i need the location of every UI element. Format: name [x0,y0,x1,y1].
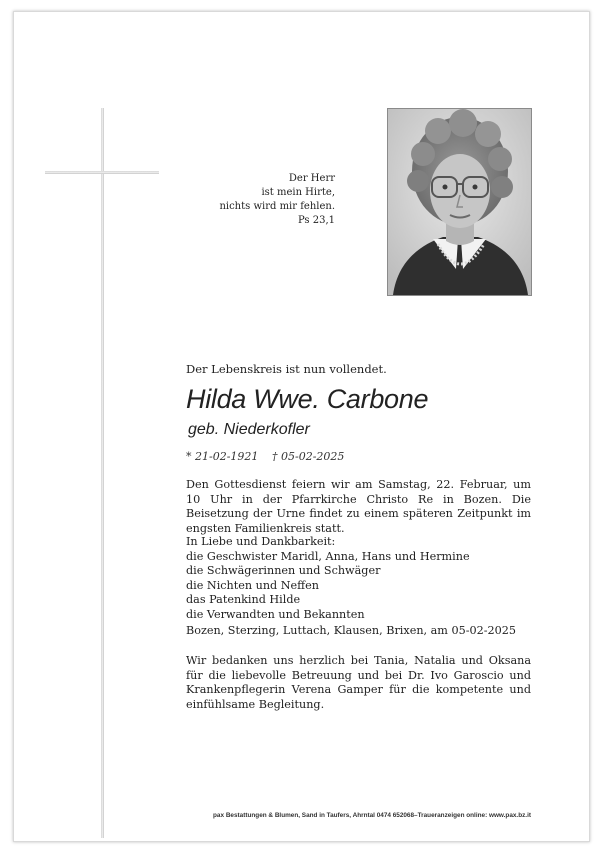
thanks-text: Wir bedanken uns herzlich bei Tania, Natalia und Oksana für die liebevolle Betreuung und bei Dr. Ivo Garoscio und Krankenpflegerin Verena Gamper für die kompetente und einfühlsame Begleitung. [186,654,531,711]
thanks-paragraph [186,654,531,712]
deceased-name: Hilda Wwe. Carbone [186,384,429,414]
portrait-photo [387,108,532,296]
psalm-quote [190,172,335,228]
service-text: Den Gottesdienst feiern wir am Samstag, 22. Februar, um 10 Uhr in der Pfarrkirche Christo Re in Bozen. Die Beisetzung der Urne findet zu einem späteren Zeitpunkt im engsten Familienkreis statt. [186,478,531,535]
mourners-heading: In Liebe und Dankbarkeit: [186,535,336,548]
psalm-line: nichts wird mir fehlen. [219,201,335,212]
psalm-line: Der Herr [288,173,335,184]
place-date-paragraph [186,624,531,639]
cross-vertical-beam [101,108,104,838]
cross-horizontal-beam [45,171,159,174]
birth-date: * 21-02-1921 [186,450,259,463]
mourner-line: die Verwandten und Bekannten [186,607,365,621]
intro-line: Der Lebenskreis ist nun vollendet. [186,362,387,376]
mourner-line: die Nichten und Neffen [186,578,319,592]
mourner-line: das Patenkind Hilde [186,593,301,606]
psalm-line: ist mein Hirte, [261,187,335,198]
mourner-line: die Geschwister Maridl, Anna, Hans und Hermine [186,549,470,563]
mourner-line: die Schwägerinnen und Schwäger [186,564,381,577]
psalm-reference: Ps 23,1 [297,215,335,226]
life-dates [186,450,345,463]
place-date: Bozen, Sterzing, Luttach, Klausen, Brixen, am 05-02-2025 [186,624,516,637]
birth-name: geb. Niederkofler [188,421,310,438]
service-paragraph [186,478,531,536]
death-date: † 05-02-2025 [272,450,345,463]
mourners-block [186,535,531,622]
footer-credit: pax Bestattungen & Blumen, Sand in Taufers, Ahrntal 0474 652068–Traueranzeigen online: www.pax.bz.it [213,812,531,819]
